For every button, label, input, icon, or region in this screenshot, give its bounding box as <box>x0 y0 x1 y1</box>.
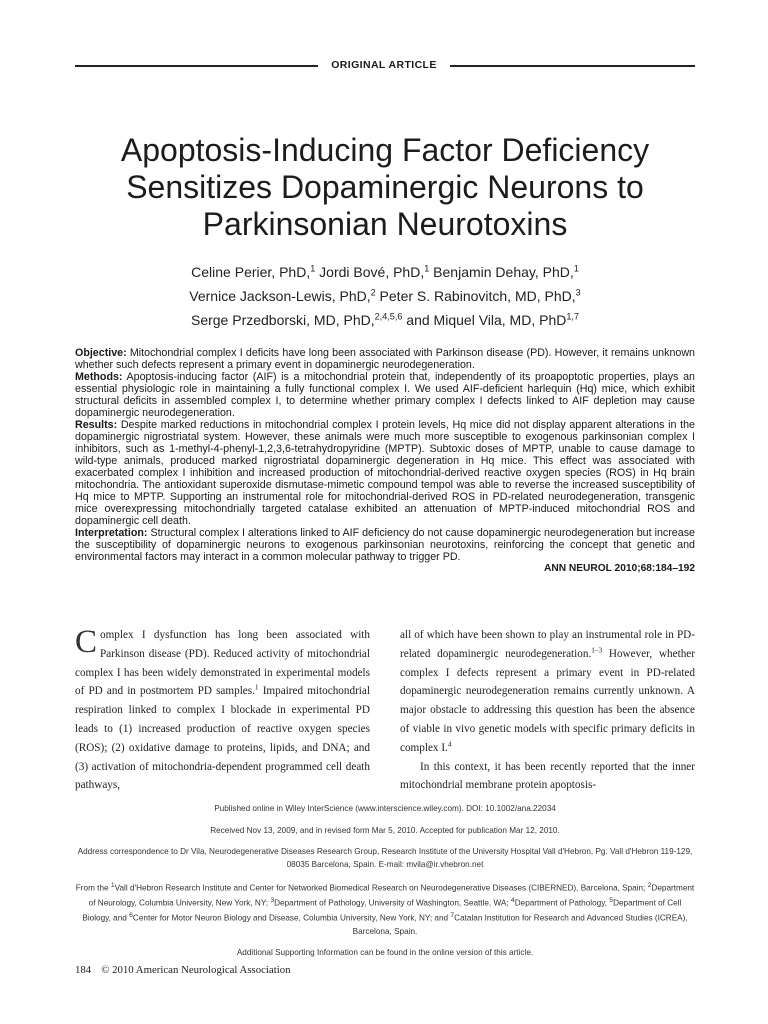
affil-text: Catalan Institution for Research and Advanced Studies (ICREA), Barcelona, Spain. <box>352 914 688 936</box>
header-rule-left <box>75 65 318 67</box>
abstract-methods-label: Methods: <box>75 371 123 383</box>
author-name: Benjamin Dehay, PhD, <box>429 264 574 280</box>
author-affil: 1 <box>424 263 430 274</box>
author-line-2 <box>60 284 710 308</box>
article-metadata <box>75 803 695 969</box>
affil-text: Department of Neurology, Columbia University, New York, NY; <box>88 883 695 908</box>
section-header <box>75 58 695 72</box>
journal-citation: ANN NEUROL 2010;68:184–192 <box>543 563 695 574</box>
header-rule-right <box>450 65 695 67</box>
citation-ref: 1 <box>254 683 259 692</box>
published-note: Published online in Wiley InterScience (www.interscience.wiley.com). DOI: 10.1002/ana.22034 <box>214 804 556 813</box>
abstract-interpretation-text: Structural complex I alterations linked to AIF deficiency do not cause dopaminergic neurodegeneration but increase the susceptibility of dopaminergic neurons to exogenous parkinsonian neurotoxins, reinforcing the concept that genetic and environmental factors may interact in a common molecular pathway to trigger PD. <box>75 527 695 563</box>
affil-text: Department of Pathology, <box>514 898 610 908</box>
citation-ref: 1–3 <box>591 646 603 655</box>
abstract <box>75 347 695 575</box>
affil-prefix: From the <box>75 883 111 893</box>
body-text-span: omplex I dysfunction has long been associated with Parkinson disease (PD). Reduced activity of mitochondrial complex I has been widely demonstrated in experimental models of PD and in postmortem PD samples. <box>75 629 370 698</box>
drop-cap: C <box>75 624 98 660</box>
affil-sup: 3 <box>270 897 275 905</box>
abstract-objective <box>75 347 695 371</box>
author-line-1 <box>60 260 710 284</box>
affil-text: Department of Pathology, University of Washington, Seattle, WA; <box>274 898 511 908</box>
supporting-info-note: Additional Supporting Information can be found in the online version of this article. <box>236 948 534 958</box>
author-list <box>60 260 710 332</box>
body-text-span: However, whether complex I defects represent a primary event in PD-related dopaminergic neurodegeneration remains currently unknown. A major obstacle to addressing this question has been the absence of viable in vivo genetic models with specific primary deficits in complex I. <box>400 647 695 754</box>
body-paragraph <box>400 626 695 758</box>
affil-sup: 7 <box>450 912 455 920</box>
author-affil: 1 <box>310 263 316 274</box>
body-column-left <box>75 626 370 795</box>
body-column-right <box>400 626 695 795</box>
author-name: Serge Przedborski, MD, PhD, <box>190 312 375 328</box>
correspondence-note: Address correspondence to Dr Vila, Neurodegenerative Diseases Research Group, Research Institute of the University Hospital Vall d'Hebron, Pg. Vall d'Hebron 119-129, 08035 Barcelona, Spain. E-mail: mvila@ir.vhebron.net <box>77 847 693 869</box>
abstract-objective-text: Mitochondrial complex I deficits have long been associated with Parkinson disease (PD). However, it remains unknown whether such defects represent a primary event in dopaminergic neurodegeneration. <box>75 347 695 371</box>
body-paragraph: In this context, it has been recently reported that the inner mitochondrial membrane protein apoptosis- <box>400 760 695 792</box>
affil-sup: 4 <box>510 897 515 905</box>
author-name: Peter S. Rabinovitch, MD, PhD, <box>375 288 576 304</box>
author-affil: 1,7 <box>566 311 580 322</box>
abstract-methods <box>75 371 695 419</box>
article-title: Apoptosis-Inducing Factor Deficiency Sensitizes Dopaminergic Neurons to Parkinsonian Neurotoxins <box>120 132 650 242</box>
author-affil: 2,4,5,6 <box>374 311 403 322</box>
page-footer <box>75 964 301 976</box>
affil-text: Department of Cell Biology, and <box>82 898 682 924</box>
abstract-interpretation <box>75 527 695 563</box>
body-text-span: all of which have been shown to play an instrumental role in PD-related dopaminergic neurodegeneration. <box>400 629 695 660</box>
section-label: ORIGINAL ARTICLE <box>331 59 437 71</box>
abstract-interpretation-label: Interpretation: <box>75 527 148 539</box>
affiliations-note <box>75 880 695 938</box>
page-number: 184 <box>75 964 92 976</box>
affil-sup: 5 <box>609 897 614 905</box>
body-paragraph <box>75 626 370 795</box>
abstract-results-label: Results: <box>75 419 118 431</box>
author-name: Jordi Bové, PhD, <box>315 264 425 280</box>
affil-text: Vall d'Hebron Research Institute and Center for Networked Biomedical Research on Neurodegenerative Diseases (CIBERNED), Barcelona, Spain; <box>114 883 648 893</box>
author-affil: 3 <box>575 287 581 298</box>
copyright-notice: © 2010 American Neurological Association <box>101 964 291 976</box>
abstract-methods-text: Apoptosis-inducing factor (AIF) is a mitochondrial protein that, independently of its proapoptotic properties, plays an essential physiologic role in maintaining a fully functional complex I. We used AIF-deficient harlequin (Hq) mice, which exhibit structural deficits in assembled complex I, to determine whether primary complex I defects linked to AIF depletion may cause dopaminergic neurodegeneration. <box>75 371 695 419</box>
affil-text: Center for Motor Neuron Biology and Disease, Columbia University, New York, NY; and <box>132 914 451 924</box>
citation-ref: 4 <box>447 740 452 749</box>
author-affil: 2 <box>370 287 376 298</box>
author-name: Vernice Jackson-Lewis, PhD, <box>189 288 371 304</box>
author-name: Celine Perier, PhD, <box>191 264 311 280</box>
body-text-span: Impaired mitochondrial respiration linked to complex I blockade in experimental PD leads to (1) increased production of reactive oxygen species (ROS); (2) oxidative damage to proteins, lipids, and DNA; and (3) activation of mitochondria-dependent programmed cell death pathways, <box>75 685 370 792</box>
author-name: and Miquel Vila, MD, PhD <box>402 312 567 328</box>
author-line-3 <box>60 308 710 332</box>
affil-sup: 6 <box>129 912 133 920</box>
received-note: Received Nov 13, 2009, and in revised form Mar 5, 2010. Accepted for publication Mar 12, 2010. <box>210 825 560 835</box>
affil-sup: 2 <box>647 882 652 889</box>
abstract-results <box>75 419 695 527</box>
author-affil: 1 <box>573 263 579 274</box>
affil-sup: 1 <box>110 882 115 889</box>
abstract-results-text: Despite marked reductions in mitochondrial complex I protein levels, Hq mice did not display apparent alterations in the dopaminergic nigrostriatal system. However, these animals were much more susceptible to exogenous parkinsonian complex I inhibitors, such as 1-methyl-4-phenyl-1,2,3,6-tetrahydropyridine (MPTP). Subtoxic doses of MPTP, unable to cause damage to wild-type animals, produced marked nigrostriatal dopaminergic degeneration in Hq mice. This effect was associated with exacerbated complex I inhibition and increased production of mitochondrial-derived reactive oxygen species (ROS) in Hq brain mitochondria. The antioxidant superoxide dismutase-mimetic compound tempol was able to reverse the increased susceptibility of Hq mice to MPTP. Supporting an instrumental role for mitochondrial-derived ROS in PD-related neurodegeneration, transgenic mice overexpressing mitochondrially targeted catalase exhibited an attenuation of MPTP-induced mitochondrial ROS and dopaminergic cell death. <box>75 419 695 527</box>
abstract-objective-label: Objective: <box>75 347 127 359</box>
